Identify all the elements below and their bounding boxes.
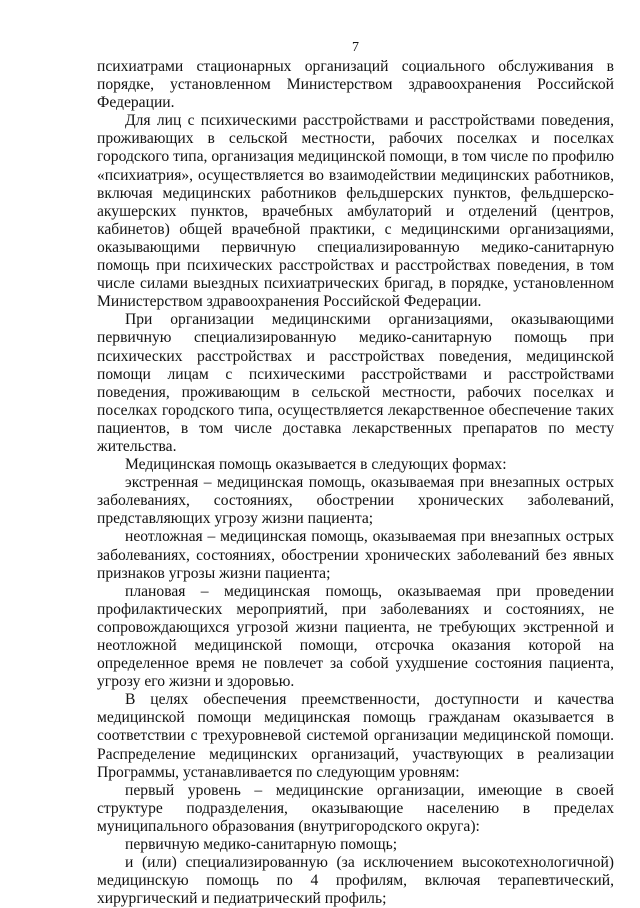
paragraph-primary-care: первичную медико-санитарную помощь;	[125, 836, 398, 854]
paragraph-urgent-form: неотложная – медицинская помощь, оказываемая при внезапных острых заболеваниях, состояниях, обострении хронических заболеваний без явных признаков угрозы жизни пациента;	[97, 528, 614, 582]
paragraph-continuation: психиатрами стационарных организаций социального обслуживания в порядке, установленном Министерством здравоохранения Российской Федерации.	[97, 58, 614, 112]
paragraph-emergency-form: экстренная – медицинская помощь, оказываемая при внезапных острых заболеваниях, состояниях, обострении хронических заболеваний, представляющих угрозу жизни пациента;	[97, 474, 614, 528]
paragraph-first-level: первый уровень – медицинские организации, имеющие в своей структуре подразделения, оказывающие населению в пределах муниципального образования (внутригородского округа):	[97, 781, 614, 835]
paragraph-three-level-system: В целях обеспечения преемственности, доступности и качества медицинской помощи медицинская помощь гражданам оказывается в соответствии с трехуровневой системой организации медицинской помощи. Распределение медицинских организаций, участвующих в реализации Программы, устанавливается по следующим уровням:	[97, 691, 614, 781]
paragraph-rural-psychiatric-care: Для лиц с психическими расстройствами и расстройствами поведения, проживающих в сельской местности, рабочих поселках и поселках городского типа, организация медицинской помощи, в том числе по профилю «психиатрия», осуществляется во взаимодействии медицинских работников, включая медицинских работников фельдшерских пунктов, фельдшерско-акушерских пунктов, врачебных амбулаторий и отделений (центров, кабинетов) общей врачебной практики, с медицинскими организациями, оказывающими первичную специализированную медико-санитарную помощь при психических расстройствах и расстройствах поведения, в том числе силами выездных психиатрических бригад, в порядке, установленном Министерством здравоохранения Российской Федерации.	[97, 112, 614, 311]
document-page	[97, 40, 614, 908]
page-number: 7	[352, 40, 359, 55]
paragraph-planned-form: плановая – медицинская помощь, оказываемая при проведении профилактических мероприятий, при заболеваниях и состояниях, не сопровождающихся угрозой жизни пациента, не требующих экстренной и неотложной медицинской помощи, отсрочка оказания которой на определенное время не повлечет за собой ухудшение состояния пациента, угрозу его жизни и здоровью.	[97, 582, 614, 691]
paragraph-forms-intro: Медицинская помощь оказывается в следующих формах:	[125, 456, 507, 474]
paragraph-drug-provision: При организации медицинскими организациями, оказывающими первичную специализированную медико-санитарную помощь при психических расстройствах и расстройствах поведения, медицинской помощи лицам с психическими расстройствами и расстройствами поведения, проживающим в сельской местности, рабочих поселках и поселках городского типа, осуществляется лекарственное обеспечение таких пациентов, в том числе доставка лекарственных препаратов по месту жительства.	[97, 311, 614, 455]
paragraph-specialized-care: и (или) специализированную (за исключением высокотехнологичной) медицинскую помощь по 4 профилям, включая терапевтический, хирургический и педиатрический профиль;	[97, 854, 614, 908]
